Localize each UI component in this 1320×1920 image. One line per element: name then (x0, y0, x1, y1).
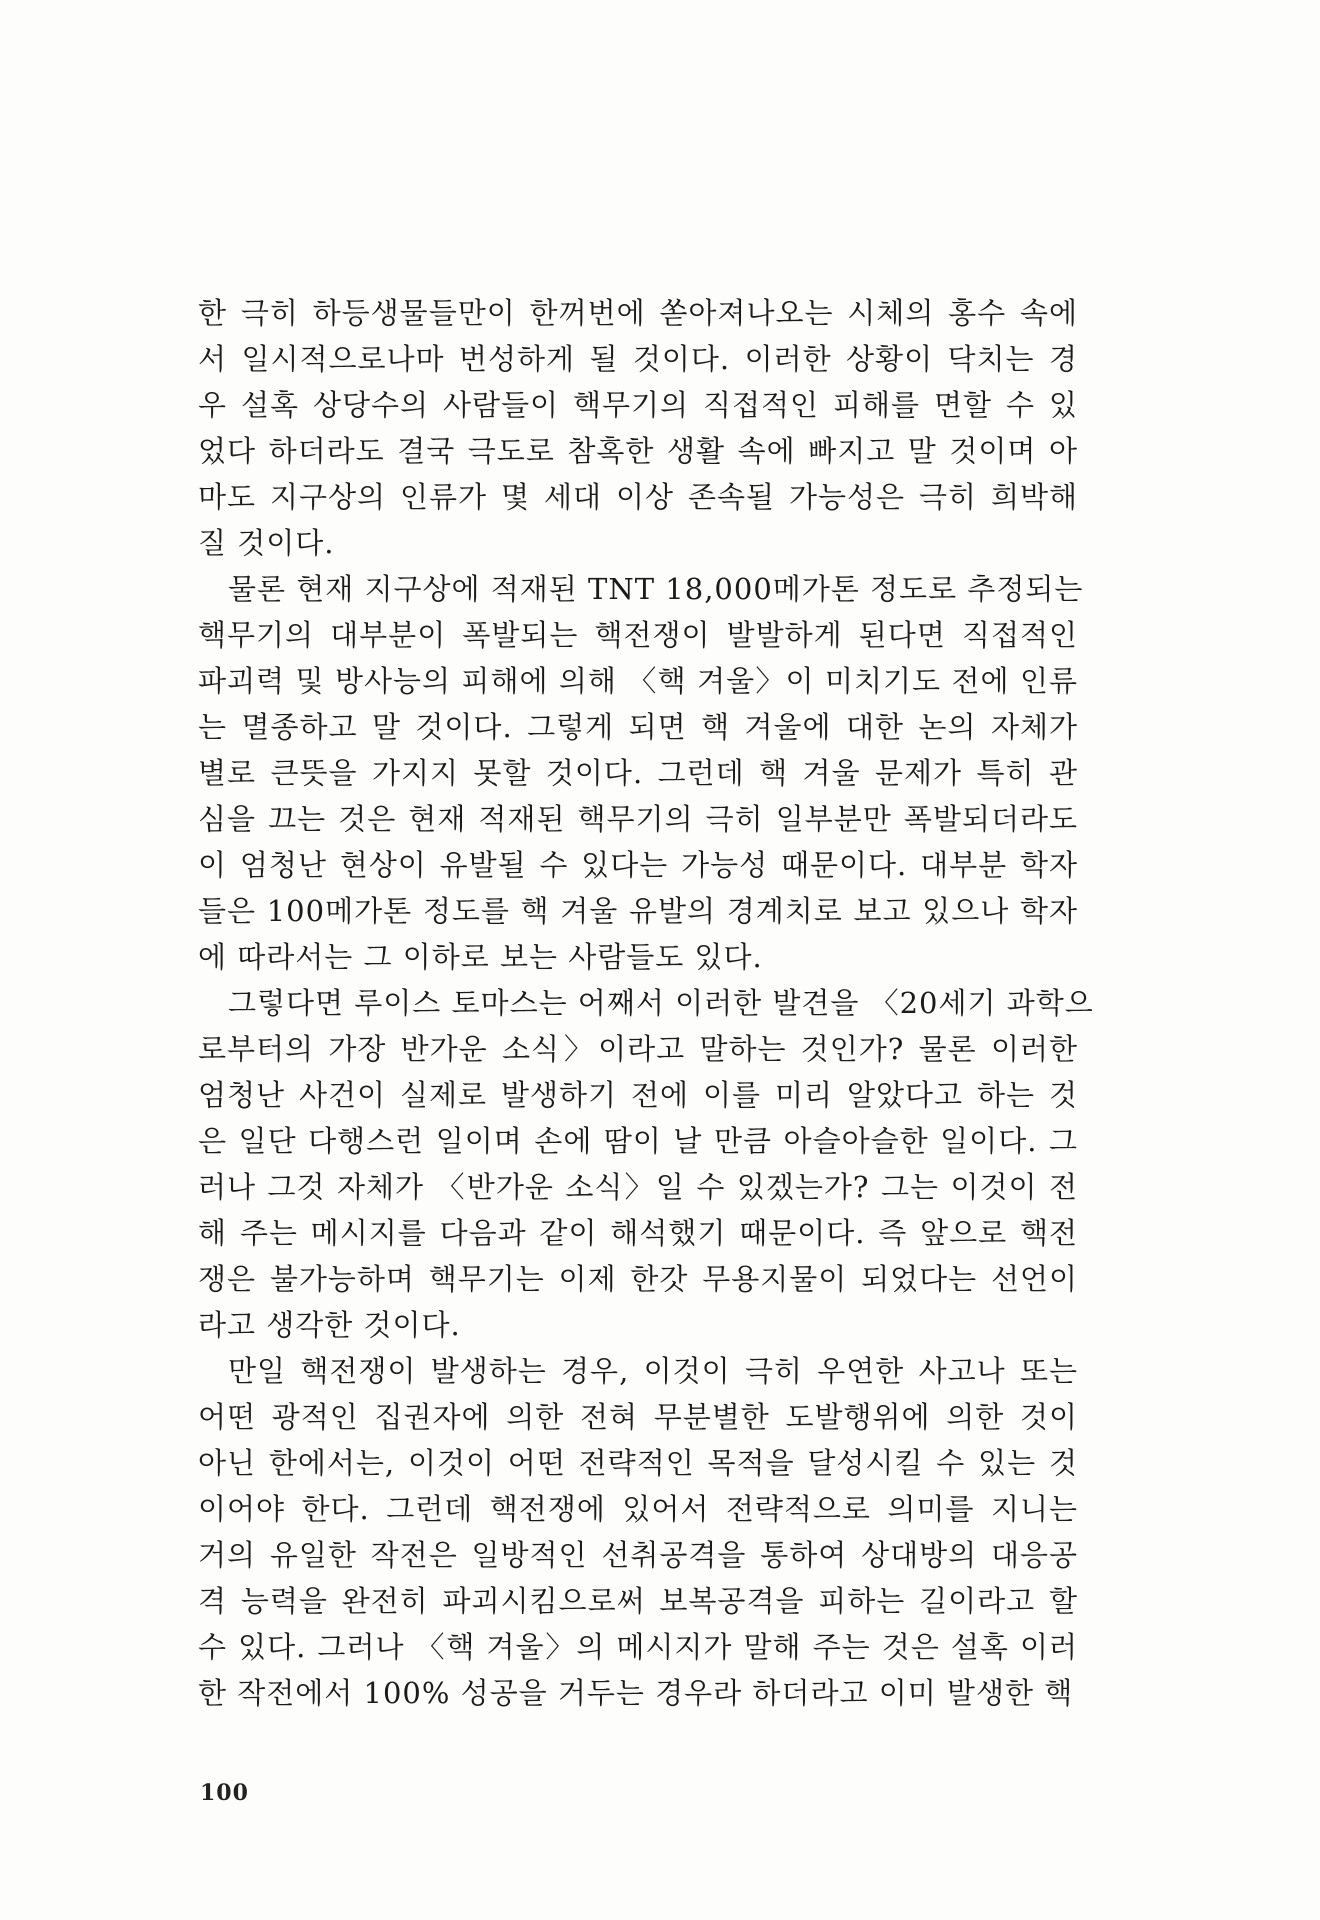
text-line: 은 일단 다행스런 일이며 손에 땀이 날 만큼 아슬아슬한 일이다. 그 (198, 1124, 1078, 1158)
text-line: 로부터의 가장 반가운 소식〉이라고 말하는 것인가? 물론 이러한 (198, 1032, 1078, 1066)
text-line: 는 멸종하고 말 것이다. 그렇게 되면 핵 겨울에 대한 논의 자체가 (198, 710, 1078, 744)
text-line: 해 주는 메시지를 다음과 같이 해석했기 때문이다. 즉 앞으로 핵전 (198, 1216, 1078, 1250)
text-line: 수 있다. 그러나 〈핵 겨울〉의 메시지가 말해 주는 것은 설혹 이러 (198, 1630, 1078, 1664)
text-line: 서 일시적으로나마 번성하게 될 것이다. 이러한 상황이 닥치는 경 (198, 342, 1078, 376)
text-line: 엄청난 사건이 실제로 발생하기 전에 이를 미리 알았다고 하는 것 (198, 1078, 1078, 1112)
text-line: 별로 큰뜻을 가지지 못할 것이다. 그런데 핵 겨울 문제가 특히 관 (198, 756, 1078, 790)
text-line: 만일 핵전쟁이 발생하는 경우, 이것이 극히 우연한 사고나 또는 (228, 1354, 1078, 1388)
text-line: 한 극히 하등생물들만이 한꺼번에 쏟아져나오는 시체의 홍수 속에 (198, 296, 1078, 330)
body-text (198, 290, 1094, 1716)
paragraph (198, 566, 1084, 980)
text-line: 이어야 한다. 그런데 핵전쟁에 있어서 전략적으로 의미를 지니는 (198, 1492, 1078, 1526)
text-line: 그렇다면 루이스 토마스는 어째서 이러한 발견을 〈20세기 과학으 (228, 986, 1094, 1020)
text-line: 질 것이다. (198, 526, 335, 560)
text-line: 쟁은 불가능하며 핵무기는 이제 한갓 무용지물이 되었다는 선언이 (198, 1262, 1078, 1296)
text-line: 격 능력을 완전히 파괴시킴으로써 보복공격을 피하는 길이라고 할 (198, 1584, 1078, 1618)
text-line: 마도 지구상의 인류가 몇 세대 이상 존속될 가능성은 극히 희박해 (198, 480, 1078, 514)
text-line: 이 엄청난 현상이 유발될 수 있다는 가능성 때문이다. 대부분 학자 (198, 848, 1078, 882)
text-line: 핵무기의 대부분이 폭발되는 핵전쟁이 발발하게 된다면 직접적인 (198, 618, 1078, 652)
text-line: 아닌 한에서는, 이것이 어떤 전략적인 목적을 달성시킬 수 있는 것 (198, 1446, 1078, 1480)
text-line: 었다 하더라도 결국 극도로 참혹한 생활 속에 빠지고 말 것이며 아 (198, 434, 1078, 468)
paragraph (198, 980, 1094, 1348)
page-number: 100 (200, 1780, 249, 1806)
paragraph (198, 1348, 1078, 1716)
text-line: 어떤 광적인 집권자에 의한 전혀 무분별한 도발행위에 의한 것이 (198, 1400, 1078, 1434)
text-line: 들은 100메가톤 정도를 핵 겨울 유발의 경계치로 보고 있으나 학자 (198, 894, 1078, 928)
text-line: 한 작전에서 100% 성공을 거두는 경우라 하더라고 이미 발생한 핵 (198, 1676, 1074, 1710)
text-line: 우 설혹 상당수의 사람들이 핵무기의 직접적인 피해를 면할 수 있 (198, 388, 1078, 422)
text-line: 러나 그것 자체가 〈반가운 소식〉일 수 있겠는가? 그는 이것이 전 (198, 1170, 1078, 1204)
text-line: 파괴력 및 방사능의 피해에 의해 〈핵 겨울〉이 미치기도 전에 인류 (198, 664, 1078, 698)
text-line: 에 따라서는 그 이하로 보는 사람들도 있다. (198, 940, 763, 974)
text-line: 라고 생각한 것이다. (198, 1308, 461, 1342)
text-line: 거의 유일한 작전은 일방적인 선취공격을 통하여 상대방의 대응공 (198, 1538, 1078, 1572)
paragraph (198, 290, 1078, 566)
text-line: 심을 끄는 것은 현재 적재된 핵무기의 극히 일부분만 폭발되더라도 (198, 802, 1078, 836)
text-line: 물론 현재 지구상에 적재된 TNT 18,000메가톤 정도로 추정되는 (228, 572, 1084, 606)
